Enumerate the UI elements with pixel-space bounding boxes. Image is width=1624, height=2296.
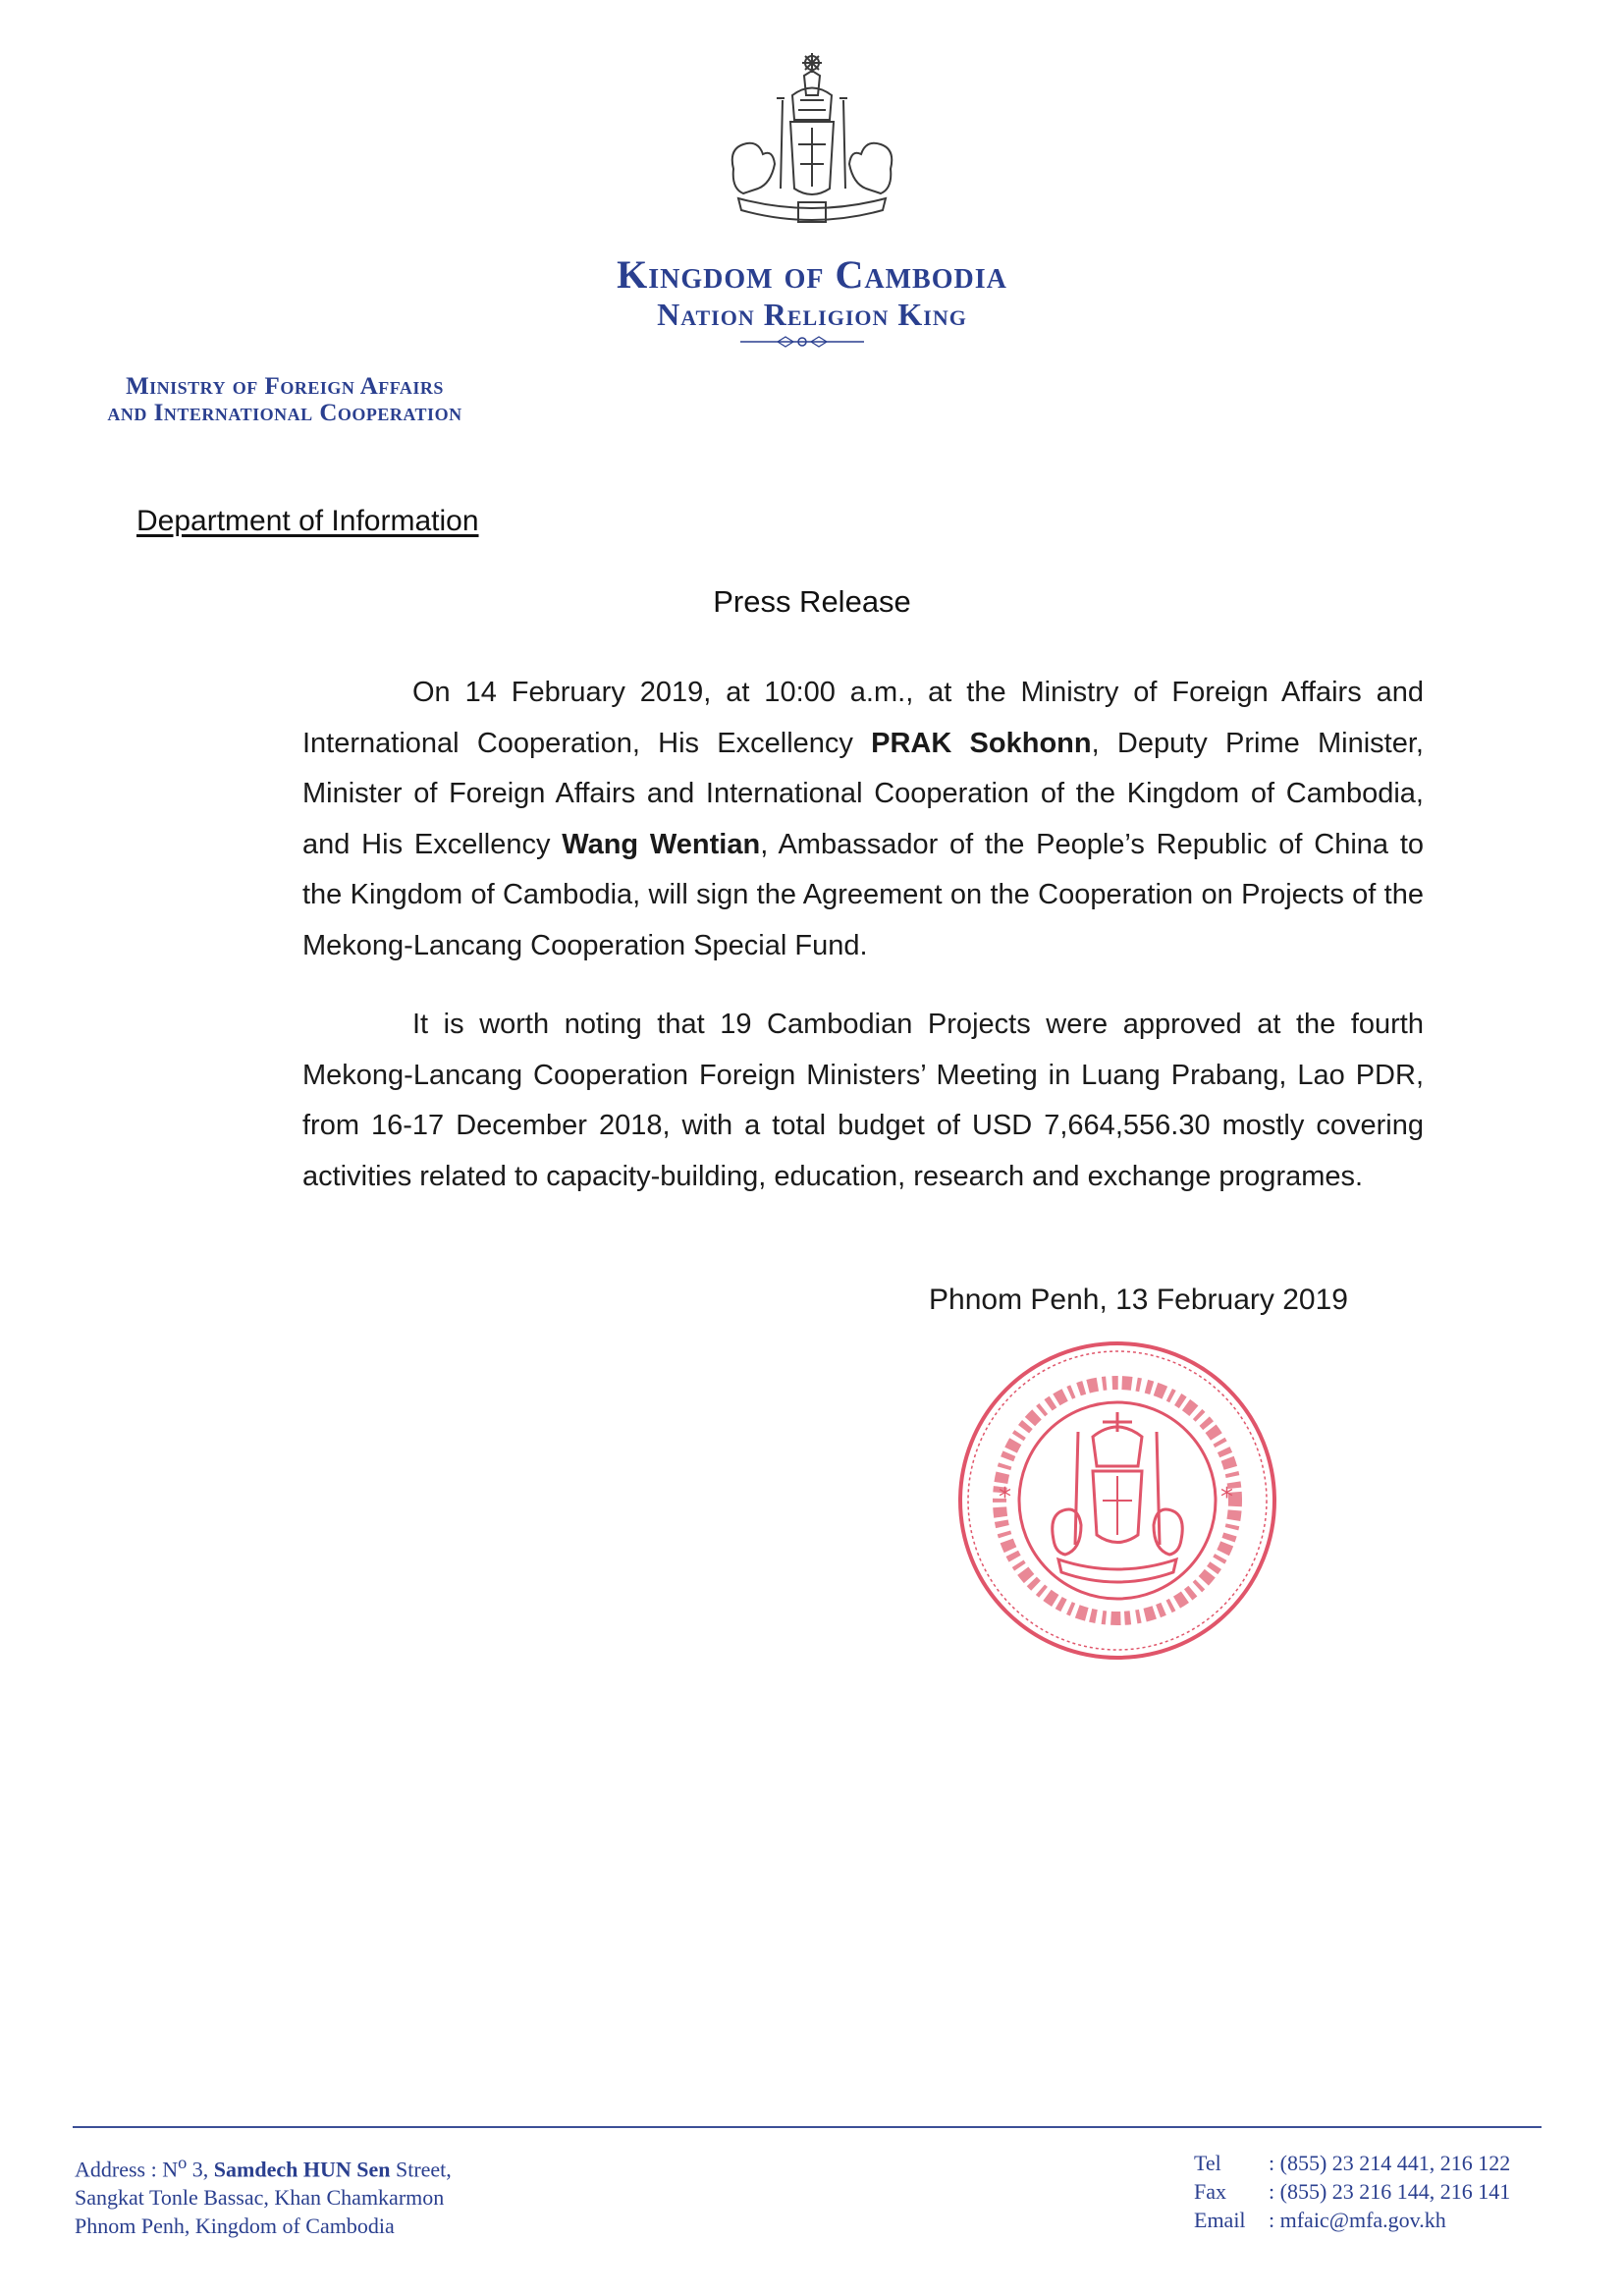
address-street-suffix: Street,: [390, 2157, 452, 2182]
telephone-line: [1194, 2149, 1510, 2177]
ornamental-divider: [738, 334, 866, 350]
tel-label: Tel: [1194, 2151, 1221, 2175]
number-superscript: o: [178, 2153, 188, 2172]
fax-label: Fax: [1194, 2179, 1226, 2204]
fax-value: : (855) 23 216 144, 216 141: [1269, 2179, 1511, 2204]
footer-contact: [1194, 2149, 1510, 2234]
footer-divider: [73, 2126, 1542, 2128]
fax-line: [1194, 2177, 1510, 2206]
body-paragraph-2: [302, 1000, 1424, 1202]
tel-value: : (855) 23 214 441, 216 122: [1269, 2151, 1511, 2175]
email-line: [1194, 2206, 1510, 2234]
address-line-2: Sangkat Tonle Bassac, Khan Chamkarmon: [75, 2185, 445, 2211]
date-line: Phnom Penh, 13 February 2019: [929, 1284, 1348, 1316]
ministry-name-line2: and International Cooperation: [107, 400, 462, 426]
address-line-3: Phnom Penh, Kingdom of Cambodia: [75, 2214, 395, 2239]
department-heading: Department of Information: [136, 505, 479, 537]
person-name: PRAK Sokhonn: [871, 727, 1092, 759]
address-label: Address : N: [75, 2157, 179, 2182]
paragraph-text: On 14 February 2019, at 10:00 a.m., at the Ministry of Foreign Affairs and International Cooperation, His Excellency: [302, 677, 1424, 759]
document-title: Press Release: [713, 584, 911, 619]
paragraph-text: It is worth noting that 19 Cambodian Projects were approved at the fourth Mekong-Lancang Cooperation Foreign Ministers’ Meeting in Luang Prabang, Lao PDR, from 16-17 December 2018, with a total budget of USD 7,664,556.30 mostly covering activities related to capacity-building, education, research and exchange programes.: [302, 1009, 1424, 1192]
svg-text:*: *: [999, 1483, 1011, 1512]
body-paragraph-1: [302, 668, 1424, 971]
footer-address: [75, 2149, 452, 2240]
national-motto: Nation Religion King: [657, 297, 967, 332]
person-name: Wang Wentian: [562, 828, 761, 860]
paragraph-text: , Deputy Prime Minister, Minister of Foreign Affairs and International Cooperation of the Kingdom of Cambodia, and His Excellency: [302, 727, 1424, 860]
ministry-name-line1: Ministry of Foreign Affairs: [126, 373, 444, 400]
email-value: : mfaic@mfa.gov.kh: [1269, 2208, 1446, 2232]
official-seal: [955, 1339, 1279, 1663]
address-line-1: [75, 2149, 452, 2183]
paragraph-text: , Ambassador of the People’s Republic of China to the Kingdom of Cambodia, will sign the Agreement on the Cooperation on Projects of the Mekong-Lancang Cooperation Special Fund.: [302, 828, 1424, 961]
address-street: Samdech HUN Sen: [213, 2157, 391, 2182]
email-label: Email: [1194, 2208, 1246, 2232]
kingdom-title: Kingdom of Cambodia: [617, 252, 1007, 297]
royal-coat-of-arms: [714, 51, 910, 238]
svg-text:*: *: [1220, 1483, 1233, 1512]
address-number: 3,: [187, 2157, 214, 2182]
